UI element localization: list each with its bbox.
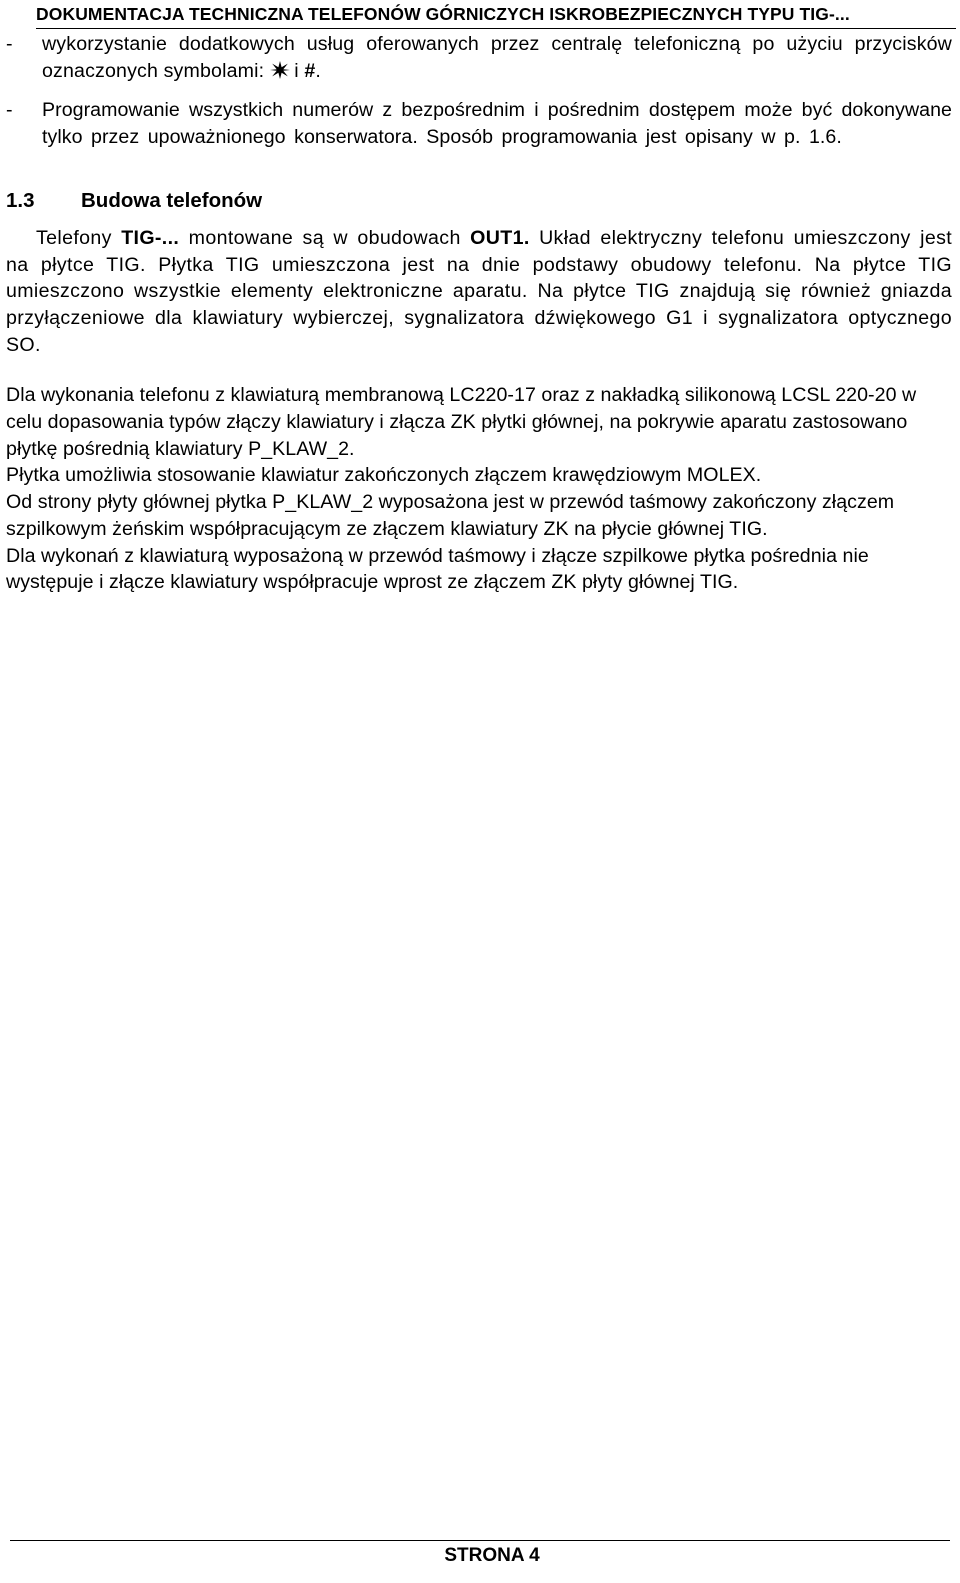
- footer-rule: [10, 1540, 950, 1541]
- bullet-dash: -: [6, 99, 13, 122]
- hash-key-symbol: #: [304, 59, 316, 82]
- page-header: [36, 3, 956, 29]
- housing-name: OUT1.: [470, 226, 530, 249]
- section-number: 1.3: [6, 188, 35, 212]
- para-text: Układ elektryczny telefonu umieszczony jest na płytce TIG. Płytka TIG umieszczona jest na dnie podstawy obudowy telefonu. Na płytce TIG umieszczono wszystkie elementy elektroniczne aparatu. Na płytce TIG znajdują się również gniazda przyłączeniowe dla klawiatury wybierczej, sygnalizatora dźwiękowego G1 i sygnalizatora optycznego SO.: [6, 226, 953, 356]
- para-text: Telefony: [36, 226, 112, 249]
- body-paragraph: [6, 382, 952, 596]
- bullet-item: [6, 97, 952, 150]
- bullet-text-before: wykorzystanie dodatkowych usług oferowanych przez centralę telefoniczną po użyciu przycisków oznaczonych symbolami:: [42, 33, 952, 82]
- page-footer: [0, 1540, 960, 1567]
- bullet-text-and: i: [294, 59, 299, 82]
- model-name: TIG-...: [121, 226, 180, 249]
- page-number: STRONA 4: [444, 1545, 540, 1566]
- document-title: DOKUMENTACJA TECHNICZNA TELEFONÓW GÓRNICZYCH ISKROBEZPIECZNYCH TYPU TIG-...: [36, 4, 850, 24]
- star-key-icon: [270, 61, 290, 79]
- paragraph-line: Dla wykonań z klawiaturą wyposażoną w przewód taśmowy i złącze szpilkowe płytka pośrednia nie występuje i złącze klawiatury współpracuje wprost ze złączem ZK płyty głównej TIG.: [6, 544, 869, 594]
- section-title: Budowa telefonów: [81, 188, 263, 212]
- bullet-text: Programowanie wszystkich numerów z bezpośrednim i pośrednim dostępem może być dokonywane tylko przez upoważnionego konserwatora. Sposób programowania jest opisany w p. 1.6.: [42, 99, 952, 149]
- page-content: [6, 31, 952, 596]
- bullet-text: [42, 31, 952, 84]
- body-paragraph: [6, 225, 952, 359]
- bullet-item: [6, 31, 952, 84]
- section-heading: [6, 187, 952, 214]
- para-text: montowane są w obudowach: [188, 226, 461, 249]
- paragraph-line: Płytka umożliwia stosowanie klawiatur zakończonych złączem krawędziowym MOLEX.: [6, 464, 762, 487]
- paragraph-line: Od strony płyty głównej płytka P_KLAW_2 wyposażona jest w przewód taśmowy zakończony złączem szpilkowym żeńskim współpracującym ze złączem klawiatury ZK na płycie głównej TIG.: [6, 491, 895, 540]
- paragraph-line: Dla wykonania telefonu z klawiaturą membranową LC220-17 oraz z nakładką silikonową LCSL 220-20 w celu dopasowania typów złączy klawiatury i złącza ZK płytki głównej, na pokrywie aparatu zastosowano płytkę pośrednią klawiatury P_KLAW_2.: [6, 384, 917, 460]
- bullet-dash: -: [6, 33, 13, 55]
- bullet-text-after: .: [315, 59, 321, 82]
